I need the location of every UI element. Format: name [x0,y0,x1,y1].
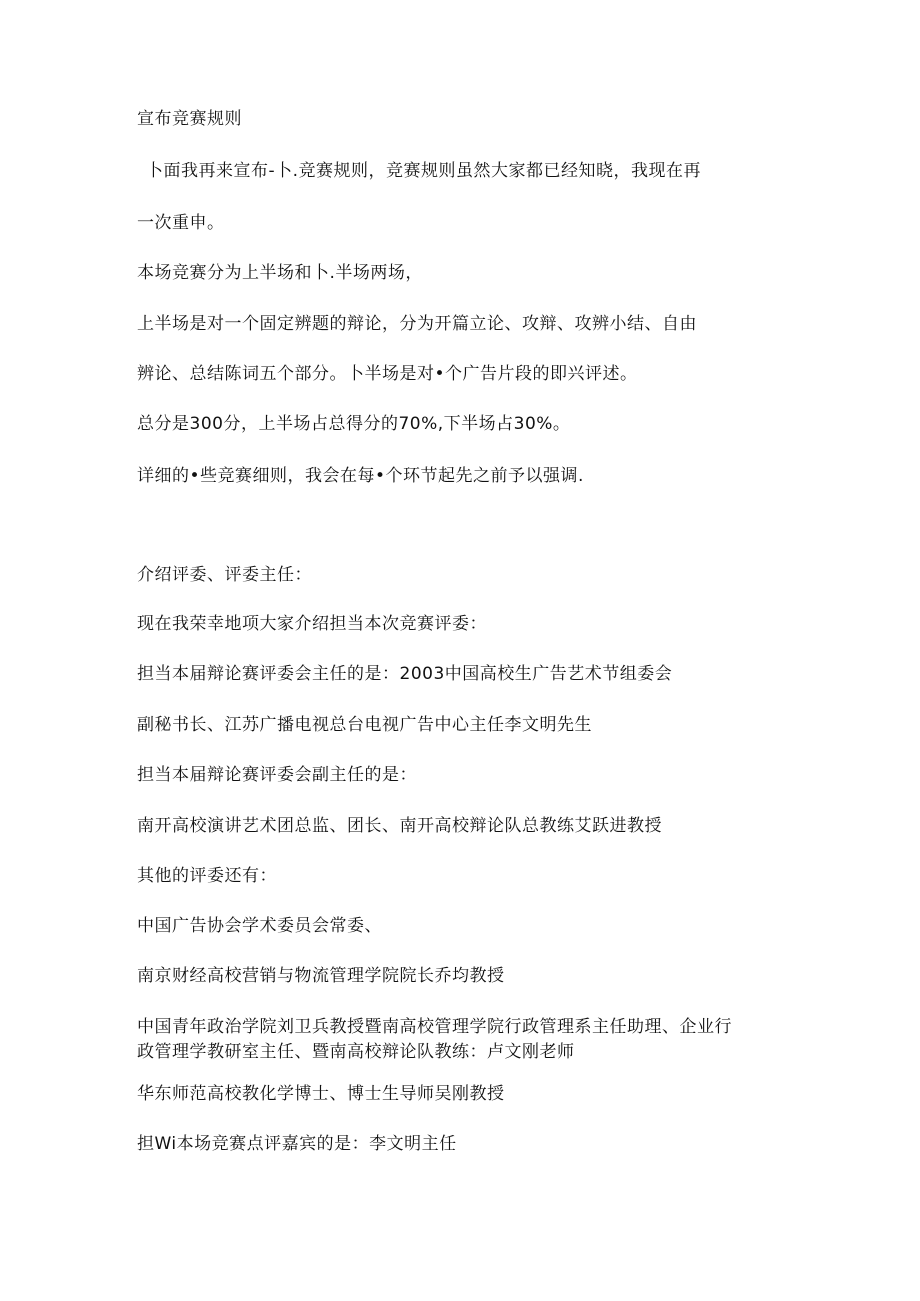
paragraph-judge-4: 华东师范高校教化学博士、博士生导师吴刚教授 [137,1084,505,1104]
paragraph-chair-line1: 担当本届辩论赛评委会主任的是：2003中国高校生广告艺术节组委会 [137,664,673,684]
paragraph-vice-intro: 担当本届辩论赛评委会副主任的是： [137,765,417,785]
paragraph-judges-intro: 现在我荣幸地项大家介绍担当本次竞赛评委： [137,614,487,634]
paragraph-rules-intro-line2: 一次重申。 [137,213,225,233]
paragraph-judge-2: 南京财经高校营销与物流管理学院院长乔均教授 [137,966,505,986]
paragraph-halves: 本场竞赛分为上半场和卜.半场两场， [137,263,423,283]
paragraph-judge-3-line1: 中国青年政治学院刘卫兵教授暨南高校管理学院行政管理系主任助理、企业行 [137,1017,732,1037]
paragraph-first-half-line1: 上半场是对一个固定辨题的辩论，分为开篇立论、攻辩、攻辨小结、自由 [137,314,697,334]
paragraph-rules-intro-line1: 卜面我再来宣布-卜.竞赛规则，竞赛规则虽然大家都已经知晓，我现在再 [146,161,702,181]
paragraph-chair-line2: 副秘书长、江苏广播电视总台电视广告中心主任李文明先生 [137,715,592,735]
paragraph-first-half-line2: 辨论、总结陈词五个部分。卜半场是对•个广告片段的即兴评述。 [137,364,638,384]
paragraph-judge-1: 中国广告协会学术委员会常委、 [137,916,382,936]
paragraph-details: 详细的•些竞赛细则，我会在每•个环节起先之前予以强调. [137,466,584,486]
section-heading-judges: 介绍评委、评委主任： [137,565,312,585]
paragraph-commentator: 担Wi本场竞赛点评嘉宾的是：李文明主任 [137,1134,457,1154]
paragraph-others-intro: 其他的评委还有： [137,866,277,886]
paragraph-vice-chair: 南开高校演讲艺术团总监、团长、南开高校辩论队总教练艾跃进教授 [137,816,662,836]
paragraph-judge-3-line2: 政管理学教研室主任、暨南高校辩论队教练：卢文刚老师 [137,1042,575,1062]
section-heading-rules: 宣布竞赛规则 [137,109,242,129]
paragraph-score: 总分是300分，上半场占总得分的70%,下半场占30%。 [137,414,571,434]
